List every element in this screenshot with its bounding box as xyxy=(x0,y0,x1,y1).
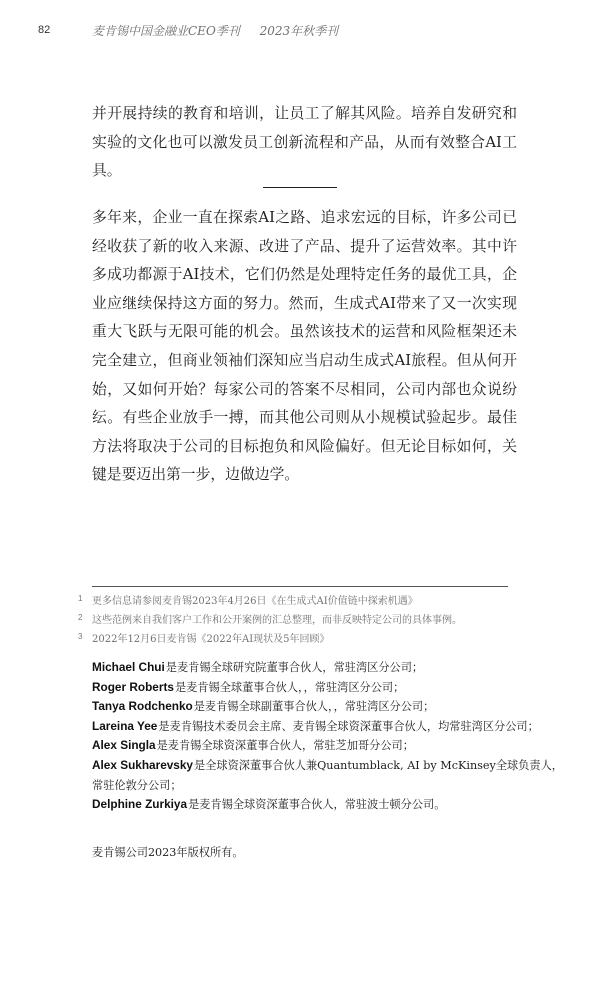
footnote-rule xyxy=(92,586,508,587)
section-divider xyxy=(263,187,337,188)
running-header xyxy=(0,22,600,42)
body-paragraph-1: 并开展持续的教育和培训，让员工了解其风险。培养自发研究和实验的文化也可以激发员工创新流程和产品，从而有效整合AI工具。 xyxy=(92,105,517,180)
author-entry xyxy=(92,756,563,776)
author-entry xyxy=(92,678,522,698)
footnote-number: 3 xyxy=(78,632,83,641)
author-entry xyxy=(92,658,522,678)
author-entry xyxy=(92,697,522,717)
copyright-notice: 麦肯锡公司2023年版权所有。 xyxy=(92,846,244,859)
author-role: 是麦肯锡全球资深董事合伙人，常驻波士顿分公司。 xyxy=(188,798,446,812)
author-role: 是麦肯锡全球董事合伙人，，常驻湾区分公司； xyxy=(174,680,405,694)
author-name: Roger Roberts xyxy=(92,679,174,694)
footnote-text: 更多信息请参阅麦肯锡2023年4月26日《在生成式AI价值链中探索机遇》 xyxy=(92,596,418,607)
footnote-text: 这些范例来自我们客户工作和公开案例的汇总整理，而非反映特定公司的具体事例。 xyxy=(92,615,462,626)
footnote-text: 2022年12月6日麦肯锡《2022年AI现状及5年回顾》 xyxy=(92,634,330,645)
footnote xyxy=(78,630,518,649)
author-role: 是麦肯锡全球副董事合伙人，，常驻湾区分公司； xyxy=(193,700,435,714)
author-name: Alex Singla xyxy=(92,738,156,753)
issue-label: 2023年秋季刊 xyxy=(259,24,339,38)
author-role: 是全球资深董事合伙人兼Quantumblack, AI by McKinsey全球负责人， xyxy=(194,758,563,772)
body-paragraph-2: 多年来，企业一直在探索AI之路、追求宏远的目标，许多公司已经收获了新的收入来源、改进了产品、提升了运营效率。其中许多成功都源于AI技术，它们仍然是处理特定任务的最优工具，企业应继续保持这方面的努力。然而，生成式AI带来了又一次实现重大飞跃与无限可能的机会。虽然该技术的运营和风险框架还未完全建立，但商业领袖们深知应当启动生成式AI旅程。但从何开始，又如何开始？每家公司的答案不尽相同，公司内部也众说纷纭。有些企业放手一搏，而其他公司则从小规模试验起步。最佳方法将取决于公司的目标抱负和风险偏好。但无论目标如何，关键是要迈出第一步，边做边学。 xyxy=(92,209,517,484)
footnote xyxy=(78,611,518,630)
author-name: Michael Chui xyxy=(92,660,165,674)
author-name: Delphine Zurkiya xyxy=(92,797,188,812)
publication-title: 麦肯锡中国金融业CEO季刊 xyxy=(92,24,240,38)
author-entry-continuation xyxy=(92,776,522,796)
author-list xyxy=(92,658,563,815)
author-name: Tanya Rodchenko xyxy=(92,699,193,714)
page-number: 82 xyxy=(38,24,51,36)
author-entry xyxy=(92,736,522,756)
author-role: 是麦肯锡全球资深董事合伙人，常驻芝加哥分公司； xyxy=(156,739,414,753)
author-role-continuation: 常驻伦敦分公司； xyxy=(92,778,182,792)
footnotes xyxy=(78,592,518,649)
footnote-number: 1 xyxy=(78,594,83,603)
author-entry xyxy=(92,795,522,815)
author-name: Lareina Yee xyxy=(92,718,158,733)
running-title xyxy=(92,22,338,39)
author-name: Alex Sukharevsky xyxy=(92,757,193,772)
footnote-number: 2 xyxy=(78,613,83,622)
author-role: 是麦肯锡全球研究院董事合伙人，常驻湾区分公司； xyxy=(165,661,424,674)
footnote xyxy=(78,592,518,611)
author-entry xyxy=(92,717,539,737)
author-role: 是麦肯锡技术委员会主席、麦肯锡全球资深董事合伙人，均常驻湾区分公司； xyxy=(158,719,539,733)
